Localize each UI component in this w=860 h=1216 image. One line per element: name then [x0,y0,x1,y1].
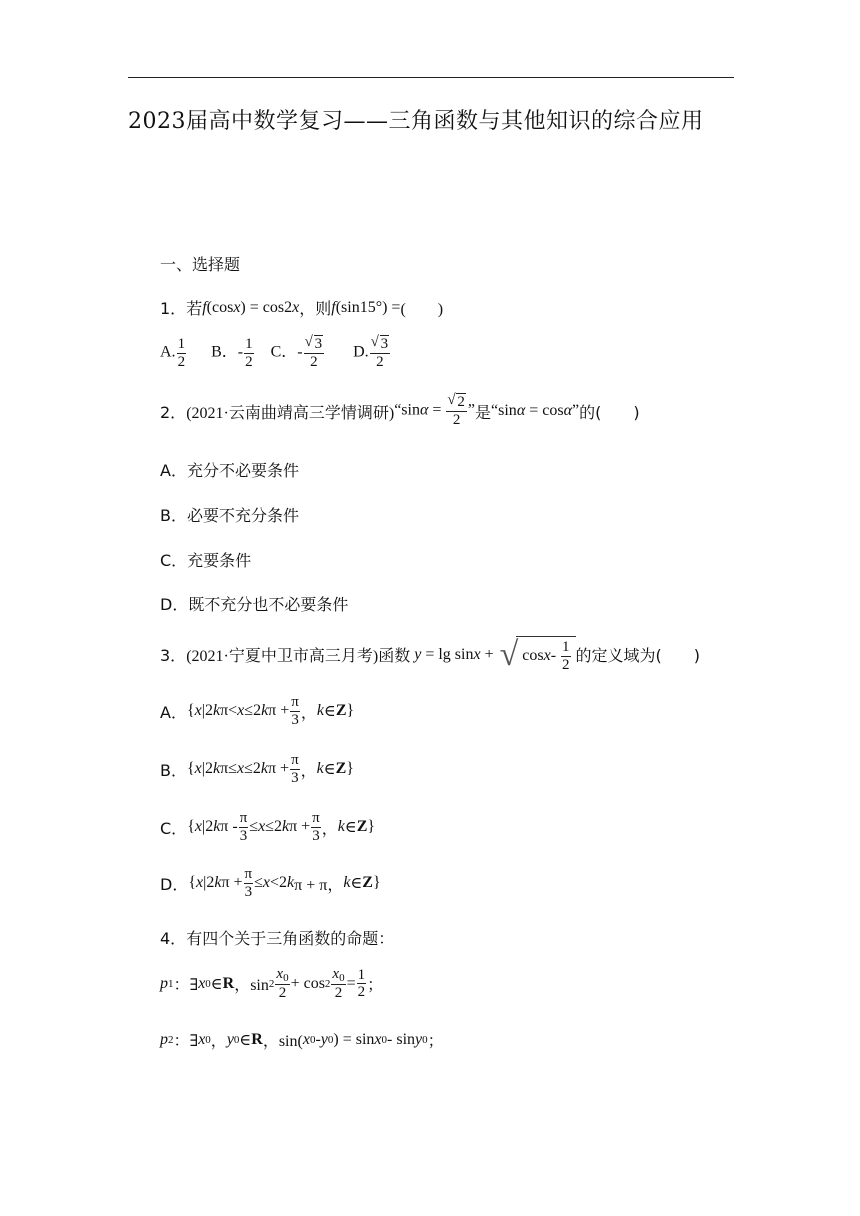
header-rule [128,77,734,78]
question-1 [160,296,443,319]
section-heading: 一、选择题 [160,255,241,274]
question-3-number: 3． [160,646,187,665]
question-2-middle: 是 [475,402,492,422]
question-3-text: 函数 [378,646,411,665]
question-1-options [160,336,391,370]
question-1-blank: ( ) [400,301,444,318]
proposition-p2: p 2 ：∃ x 0 ， y 0 ∈ R ，sin( x 0 - y 0 ) = sin x 0 - sin y 0 ； [160,1030,444,1050]
question-3-radical: √ cos x - $\frac{1}{2}$ [500,636,576,673]
question-3-option-c: C． { x |2 k π - $\frac{\pi}{3}$ ≤ x ≤2 k π + $\frac{\pi}{3}$ ， k ∈ Z } [160,810,376,844]
page-title: 2023届高中数学复习——三角函数与其他知识的综合应用 [128,109,704,134]
proposition-p1: p 1 ：∃ x 0 ∈ R ，sin 2 $\frac{x_0}{2}$ + cos 2 $\frac{x_0}{2}$ = $\frac{1}{2}$ ； [160,966,384,1002]
question-2-option-c: C．充要条件 [160,551,252,570]
question-1-formula: f(cosx) = cos2x [202,298,300,316]
question-4 [160,926,394,949]
question-4-text: 有四个关于三角函数的命题： [186,929,395,948]
question-2-conclusion: “sinα = cosα” [491,402,580,419]
question-3 [160,636,700,673]
question-2-option-d: D．既不充分也不必要条件 [160,595,349,614]
question-2-end: 的( ) [579,402,640,422]
question-1-then: ，则 [299,299,332,318]
question-2-option-a: A．充分不必要条件 [160,461,299,480]
question-2 [160,394,640,428]
question-4-number: 4． [160,929,187,948]
question-2-source: (2021·云南曲靖高三学情调研) [186,404,395,422]
option-b: B．- $\frac{1}{2}$ [211,336,253,370]
option-d: D. √ $\frac{3}{2}$ [353,336,391,370]
question-3-option-d: D． { x |2 k π + $\frac{\pi}{3}$ ≤ x <2 k π + π， k ∈ Z } [160,866,381,900]
question-2-condition: “sinα = √ $\frac{2}{2}$ ” [394,394,475,428]
question-3-end: 的定义域为( ) [575,646,701,665]
question-1-prefix: 若 [186,299,203,318]
question-3-option-b: B． { x |2 k π≤ x ≤2 k π + $\frac{\pi}{3}$ ， k ∈ Z } [160,752,354,786]
question-1-number: 1． [160,299,187,318]
option-a: A. $\frac{1}{2}$ [160,336,186,370]
question-2-number: 2． [160,402,187,422]
question-3-function: y = lg sinx + [414,645,494,663]
question-3-option-a: A． { x |2 k π< x ≤2 k π + $\frac{\pi}{3}$ ， k ∈ Z } [160,694,355,728]
option-c: C．- √ $\frac{3}{2}$ [271,336,326,370]
question-2-option-b: B．必要不充分条件 [160,506,299,525]
question-3-source: (2021·宁夏中卫市高三月考) [186,648,379,665]
question-1-target: f(sin15°) = [331,298,401,316]
